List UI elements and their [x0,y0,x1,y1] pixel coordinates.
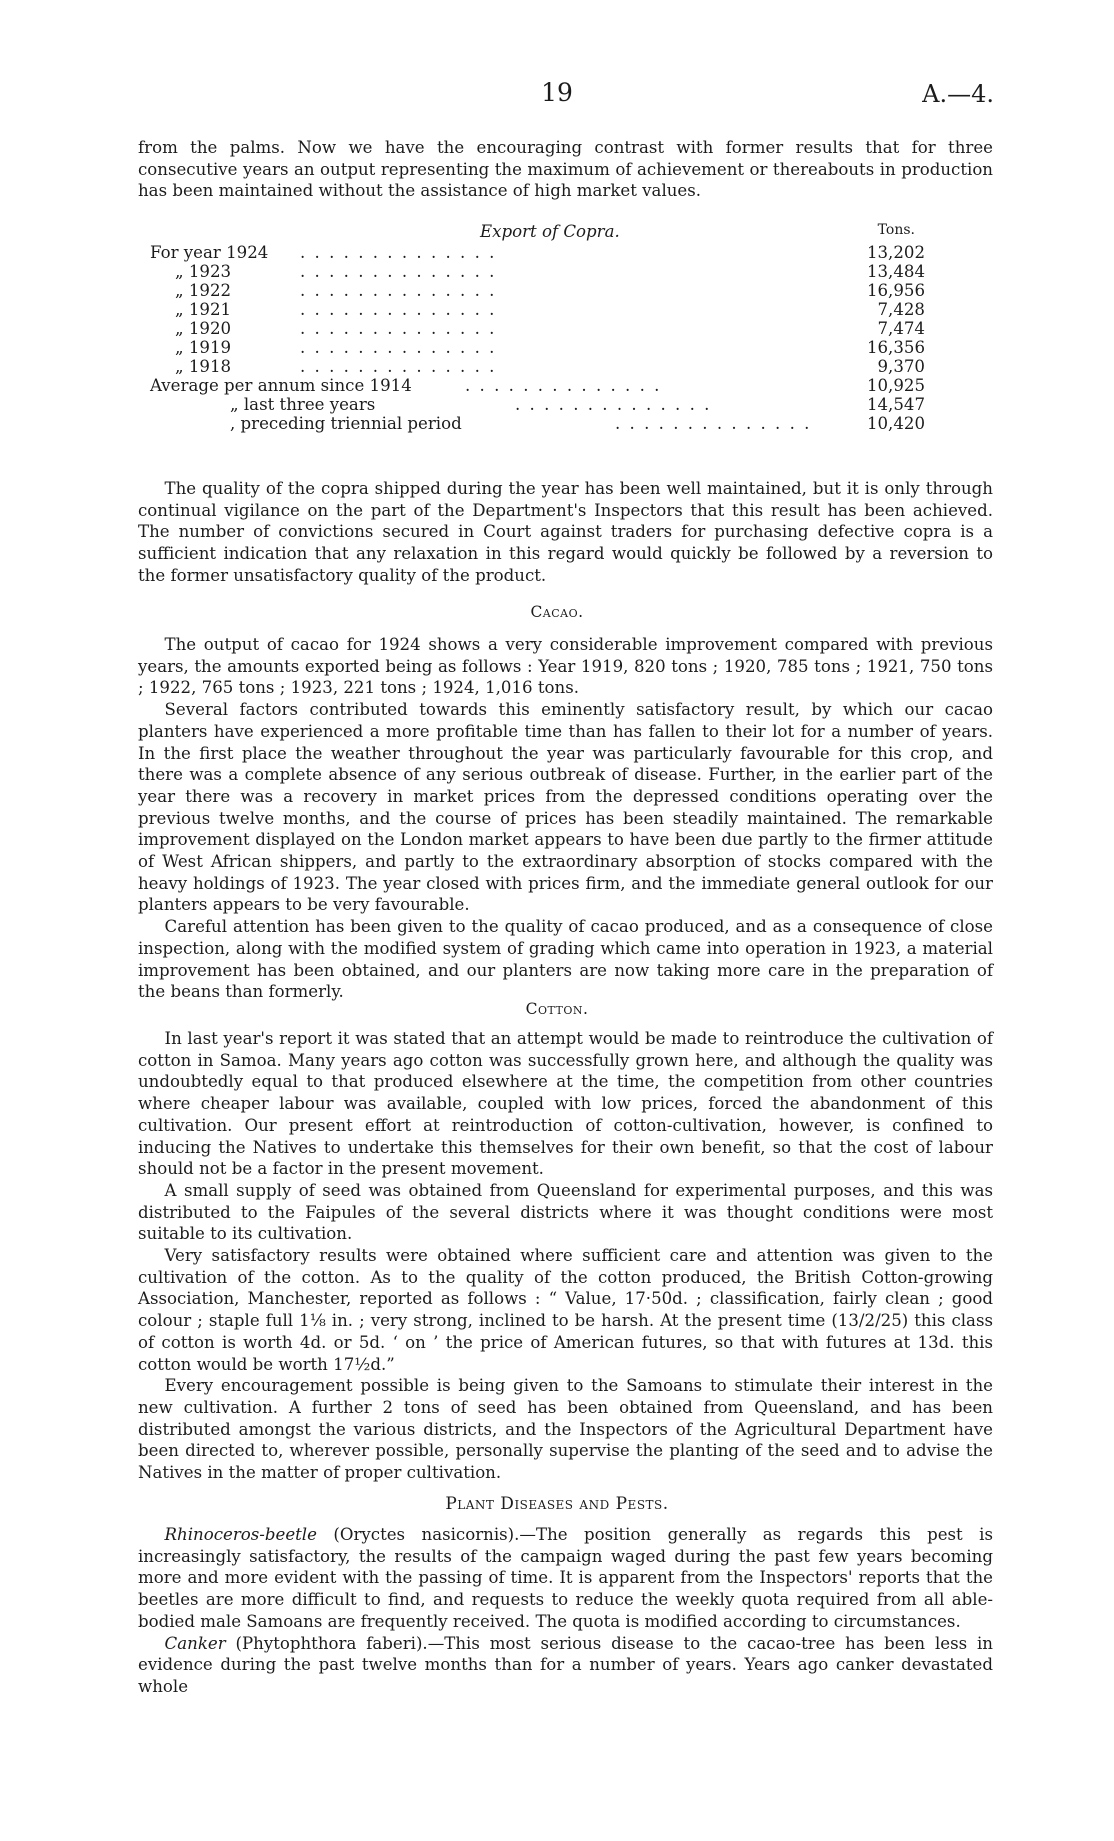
row-value: 7,474 [877,319,925,338]
paragraph: A small supply of seed was obtained from Queensland for experimental purposes, and this was distributed to the Faipules of the several districts where it was thought conditions were most suitable to its cultivation. [138,1180,993,1244]
canker-term: Canker [164,1633,226,1653]
paragraph: Several factors contributed towards this eminently satisfactory result, by which our cacao planters have experienced a more profitable time than has fallen to their lot for a number of years. In the first place the weather throughout the year was particularly favourable for this crop, and there was a complete absence of any serious outbreak of disease. Further, in the earlier part of the year there was a recovery in market prices from the depressed conditions operating over the previous twelve months, and the course of prices has been steadily maintained. The remarkable improvement displayed on the London market appears to have been due partly to the firmer attitude of West African shippers, and partly to the extraordinary absorption of stocks compared with the heavy holdings of 1923. The year closed with prices firm, and the immediate general outlook for our planters appears to be very favourable. [138,700,993,915]
row-value: 7,428 [877,300,925,319]
table-unit: Tons. [877,222,915,238]
intro-paragraph [138,137,993,202]
table-row [150,414,925,435]
row-label: „ last three years [230,395,376,414]
table-caption: Export of Copra. [480,222,620,241]
row-label: For year 1924 [150,243,269,262]
paragraph [138,1633,993,1698]
table-row [150,281,925,302]
section-heading-cotton: Cotton. [525,1000,589,1018]
table-row [150,262,925,283]
dot-leader: . . . . . . . . . . . . . . [300,262,497,281]
dot-leader: . . . . . . . . . . . . . . [465,376,662,395]
row-label: „ 1921 [175,300,232,319]
cotton-section [138,1028,993,1484]
row-value: 9,370 [877,357,925,376]
table-row [150,338,925,359]
dot-leader: . . . . . . . . . . . . . . [515,395,712,414]
row-value: 16,956 [866,281,925,300]
row-label: „ 1920 [175,319,232,338]
rhinoceros-beetle-text: (Oryctes nasicornis).—The position generally as regards this pest is increasingly satisfactory, the results of the campaign waged during the past few years becoming more and more evident with the passing of time. It is apparent from the Inspectors' reports that the beetles are more difficult to find, and requests to reduce the weekly quota required from all able-bodied male Samoans are frequently received. The quota is modified according to circumstances. [138,1525,993,1631]
paragraph: Careful attention has been given to the quality of cacao produced, and as a consequence of close inspection, along with the modified system of grading which came into operation in 1923, a material improvement has been obtained, and our planters are now taking more care in the preparation of the beans than formerly. [138,917,993,1002]
rhinoceros-beetle-term: Rhinoceros-beetle [164,1525,317,1544]
row-value: 10,420 [866,414,925,433]
row-value: 14,547 [866,395,925,414]
dot-leader: . . . . . . . . . . . . . . [615,414,812,433]
page-number: 19 [541,78,573,107]
table-row [150,300,925,321]
row-label: Average per annum since 1914 [150,376,412,395]
paragraph: from the palms. Now we have the encouraging contrast with former results that for three consecutive years an output representing the maximum of achievement or thereabouts in production has been maintained without the assistance of high market values. [138,138,993,201]
report-reference: A.—4. [922,80,994,108]
row-label: „ 1919 [175,338,232,357]
canker-text: (Phytophthora faberi).—This most serious disease to the cacao-tree has been less in evidence during the past twelve months than for a number of years. Years ago canker devastated whole [138,1633,993,1696]
table-row [150,243,925,264]
dot-leader: . . . . . . . . . . . . . . [300,338,497,357]
section-heading-pests: Plant Diseases and Pests. [445,1494,669,1514]
copra-quality-paragraph [138,478,993,587]
table-row [150,395,925,416]
row-label: , preceding triennial period [230,414,462,433]
paragraph: The output of cacao for 1924 shows a very considerable improvement compared with previous years, the amounts exported being as follows : Year 1919, 820 tons ; 1920, 785 tons ; 1921, 750 tons ; 1922, 765 tons ; 1923, 221 tons ; 1924, 1,016 tons. [138,635,993,698]
cacao-section [138,634,993,1003]
row-label: „ 1918 [175,357,232,376]
table-caption-row [150,222,925,243]
paragraph: The quality of the copra shipped during the year has been well maintained, but it is only through continual vigilance on the part of the Department's Inspectors that this result has been achieved. The number of convictions secured in Court against traders for purchasing defective copra is a sufficient indication that any relaxation in this regard would quickly be followed by a reversion to the former unsatisfactory quality of the product. [138,479,993,585]
row-value: 10,925 [866,376,925,395]
table-row [150,357,925,378]
paragraph: In last year's report it was stated that an attempt would be made to reintroduce the cultivation of cotton in Samoa. Many years ago cotton was successfully grown here, and although the quality was undoubtedly equal to that produced elsewhere at the time, the competition from other countries where cheaper labour was available, coupled with low prices, forced the abandonment of this cultivation. Our present effort at reintroduction of cotton-cultivation, however, is confined to inducing the Natives to undertake this themselves for their own benefit, so that the cost of labour should not be a factor in the present movement. [138,1029,993,1179]
row-value: 13,484 [866,262,925,281]
row-value: 16,356 [866,338,925,357]
section-heading-cacao: Cacao. [530,603,584,621]
dot-leader: . . . . . . . . . . . . . . [300,300,497,319]
dot-leader: . . . . . . . . . . . . . . [300,357,497,376]
dot-leader: . . . . . . . . . . . . . . [300,319,497,338]
table-row [150,319,925,340]
row-value: 13,202 [866,243,925,262]
pests-section [138,1524,993,1698]
dot-leader: . . . . . . . . . . . . . . [300,281,497,300]
paragraph: Very satisfactory results were obtained where sufficient care and attention was given to the cultivation of the cotton. As to the quality of the cotton produced, the British Cotton-growing Association, Manchester, reported as follows : “ Value, 17·50d. ; classification, fairly clean ; good colour ; staple full 1⅛ in. ; very strong, inclined to be harsh. At the present time (13/2/25) this class of cotton is worth 4d. or 5d. ‘ on ’ the price of American futures, so that with futures at 13d. this cotton would be worth 17½d.” [138,1246,993,1374]
paragraph [138,1524,993,1633]
row-label: „ 1923 [175,262,232,281]
table-row [150,376,925,397]
row-label: „ 1922 [175,281,232,300]
dot-leader: . . . . . . . . . . . . . . [300,243,497,262]
paragraph: Every encouragement possible is being given to the Samoans to stimulate their interest in the new cultivation. A further 2 tons of seed has been obtained from Queensland, and has been distributed amongst the various districts, and the Inspectors of the Agricultural Department have been directed to, wherever possible, personally supervise the planting of the seed and to advise the Natives in the matter of proper cultivation. [138,1376,993,1483]
